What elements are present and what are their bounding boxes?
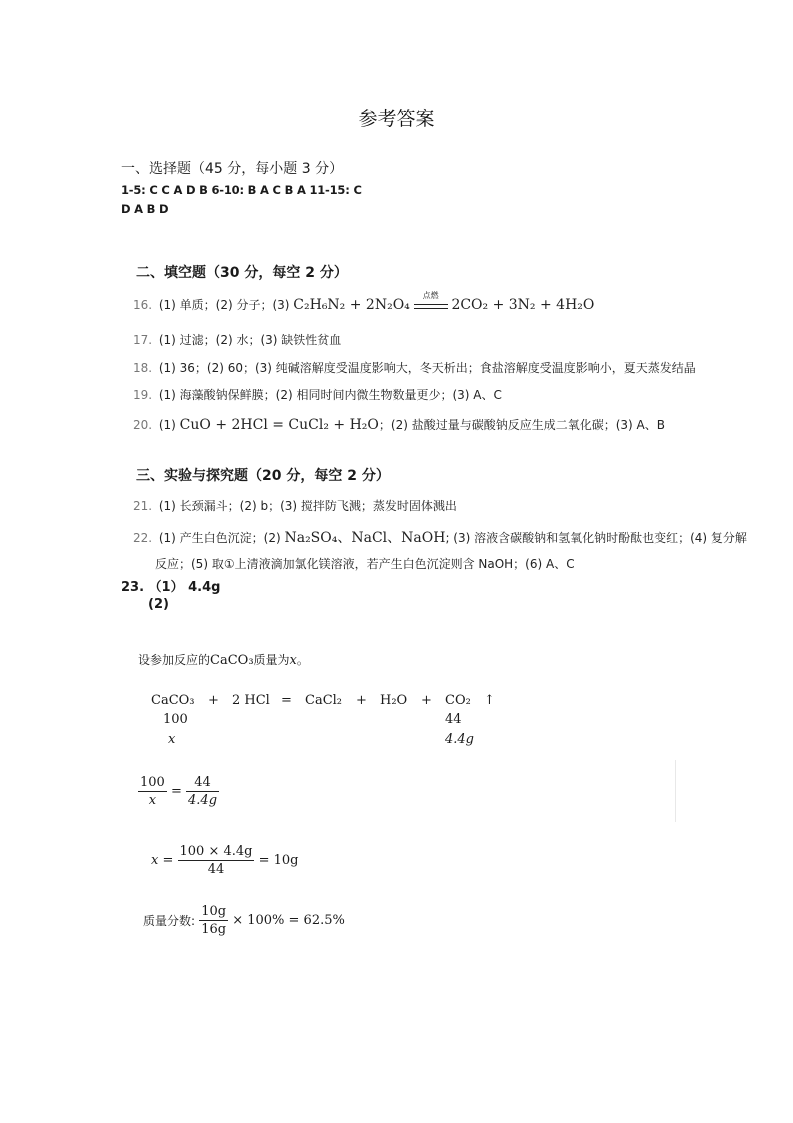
answer-21 bbox=[133, 497, 457, 514]
ratio-denominator-2: 4.4g bbox=[188, 793, 218, 808]
q18-number: 18. bbox=[133, 361, 153, 375]
q21-number: 21. bbox=[133, 499, 153, 513]
mass-fraction bbox=[143, 903, 345, 938]
solve-numerator: 100 × 4.4g bbox=[179, 844, 253, 859]
mass-fraction-label: 质量分数: bbox=[143, 914, 196, 928]
q16-text: (1) 单质；(2) 分子；(3) bbox=[158, 298, 290, 312]
solve-result: = 10g bbox=[258, 853, 299, 868]
mass-co2: 44 bbox=[445, 712, 462, 727]
var-co2: 4.4g bbox=[445, 732, 474, 747]
answer-17 bbox=[133, 331, 341, 348]
q17-number: 17. bbox=[133, 333, 153, 347]
var-caco3: x bbox=[168, 732, 176, 747]
page-title: 参考答案 bbox=[358, 108, 435, 130]
answer-22 bbox=[133, 527, 747, 547]
setup-text-1: 设参加反应的 bbox=[138, 653, 211, 667]
pct-numerator: 10g bbox=[201, 904, 227, 919]
q16-number: 16. bbox=[133, 298, 153, 312]
q21-text: (1) 长颈漏斗；(2) b；(3) 搅拌防飞溅；蒸发时固体溅出 bbox=[158, 499, 457, 513]
solve-lhs: x = bbox=[151, 853, 174, 868]
q19-text: (1) 海藻酸钠保鲜膜；(2) 相同时间内微生物数量更少；(3) A、C bbox=[158, 388, 502, 402]
q19-number: 19. bbox=[133, 388, 153, 402]
q22-prefix: (1) 产生白色沉淀；(2) bbox=[158, 531, 281, 545]
section2-heading: 二、填空题（30 分，每空 2 分） bbox=[136, 265, 348, 281]
solve-denominator: 44 bbox=[207, 862, 225, 877]
mc-answers-line1: 1-5: C C A D B 6-10: B A C B A 11-15: C bbox=[121, 183, 362, 197]
answer-18 bbox=[133, 359, 696, 376]
pct-denominator: 16g bbox=[201, 922, 227, 937]
ratio-numerator-2: 44 bbox=[186, 774, 219, 792]
q16-equation-lhs: C₂H₆N₂ + 2N₂O₄ bbox=[293, 297, 410, 313]
answer-20 bbox=[133, 416, 665, 433]
setup-text-3: 。 bbox=[296, 653, 309, 667]
q23-part1: 23. （1） 4.4g bbox=[121, 580, 221, 595]
ignition-label: 点燃 bbox=[422, 290, 439, 300]
setup-formula: CaCO₃ bbox=[210, 653, 254, 668]
q20-prefix: (1) bbox=[158, 418, 176, 432]
eq-term-hcl: 2 HCl bbox=[232, 693, 270, 708]
setup-text-2: 质量为 bbox=[253, 653, 290, 667]
q22-formulas: Na₂SO₄、NaCl、NaOH bbox=[284, 530, 446, 546]
q22-number: 22. bbox=[133, 531, 153, 545]
eq-plus-2: + bbox=[356, 693, 367, 708]
q23-part2-label: (2) bbox=[148, 597, 169, 612]
setup-variable: x bbox=[289, 653, 297, 668]
ignition-condition-mark bbox=[414, 290, 448, 313]
eq-equals: = bbox=[281, 693, 292, 708]
ratio-denominator-1: x bbox=[148, 793, 157, 808]
solve-equation bbox=[151, 843, 299, 878]
ratio-numerator-1: 100 bbox=[140, 775, 165, 790]
q23-setup bbox=[138, 651, 309, 668]
ratio-equation: $\frac{100}{x}$ = $\frac{44}{4.4g}$ bbox=[140, 775, 218, 808]
eq-term-caco3: CaCO₃ bbox=[151, 693, 195, 708]
pct-result: × 100% = 62.5% bbox=[232, 913, 345, 928]
answer-16 bbox=[133, 290, 595, 313]
eq-plus-3: + bbox=[421, 693, 432, 708]
eq-plus-1: + bbox=[208, 693, 219, 708]
eq-term-co2: CO₂ bbox=[445, 693, 471, 708]
answer-19 bbox=[133, 386, 502, 403]
eq-term-h2o: H₂O bbox=[380, 693, 408, 708]
q20-equation: CuO + 2HCl = CuCl₂ + H₂O bbox=[179, 417, 379, 433]
q16-equation-rhs: 2CO₂ + 3N₂ + 4H₂O bbox=[451, 297, 595, 313]
q20-number: 20. bbox=[133, 418, 153, 432]
gas-arrow: ↑ bbox=[484, 693, 495, 708]
q17-text: (1) 过滤；(2) 水；(3) 缺铁性贫血 bbox=[158, 333, 342, 347]
answer-22-continued: 反应；(5) 取①上清液滴加氯化镁溶液，若产生白色沉淀则含 NaOH；(6) A、C bbox=[155, 557, 575, 571]
q20-text: ；(2) 盐酸过量与碳酸钠反应生成二氧化碳；(3) A、B bbox=[378, 418, 665, 432]
section3-heading: 三、实验与探究题（20 分，每空 2 分） bbox=[136, 468, 390, 484]
scan-artifact-line bbox=[675, 760, 676, 822]
section1-heading: 一、选择题（45 分，每小题 3 分） bbox=[121, 161, 344, 177]
mass-caco3: 100 bbox=[163, 712, 188, 727]
q18-text: (1) 36；(2) 60；(3) 纯碱溶解度受温度影响大，冬天析出；食盐溶解度受温度影响小，夏天蒸发结晶 bbox=[158, 361, 696, 375]
eq-term-cacl2: CaCl₂ bbox=[305, 693, 343, 708]
mc-answers-line2: D A B D bbox=[121, 202, 169, 216]
q22-text: ; (3) 溶液含碳酸钠和氢氧化钠时酚酞也变红；(4) 复分解 bbox=[445, 531, 747, 545]
